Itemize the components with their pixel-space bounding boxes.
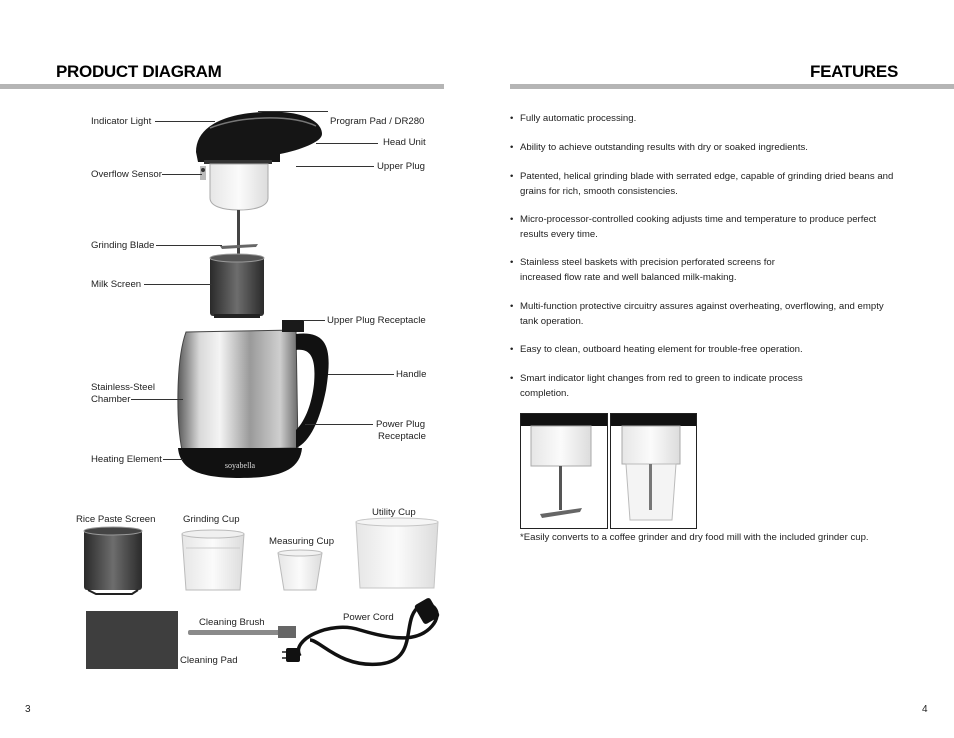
feature-text-line1: Patented, helical grinding blade with serrated edge, capable of grinding dried beans and	[520, 171, 894, 182]
leader-grinding-blade	[156, 245, 222, 246]
feature-text-line1: Multi-function protective circuitry assures against overheating, overflowing, and empty	[520, 301, 884, 312]
feature-bullet: •	[510, 142, 514, 153]
feature-text-line1: Micro-processor-controlled cooking adjusts time and temperature to produce perfect	[520, 214, 877, 225]
label-chamber-line2: Chamber	[91, 394, 131, 405]
feature-text-line2: tank operation.	[520, 315, 584, 327]
feature-photo-grinder-cup	[611, 414, 697, 529]
label-head-unit: Head Unit	[383, 137, 426, 148]
feature-photo-grinder	[521, 414, 608, 529]
feature-bullet: •	[510, 113, 514, 124]
feature-item	[510, 112, 910, 127]
leader-power-plug	[305, 424, 373, 425]
feature-text-line1: Fully automatic processing.	[520, 113, 637, 124]
feature-text-line2: results every time.	[520, 228, 598, 240]
feature-text-line2: completion.	[520, 387, 570, 399]
leader-handle	[328, 374, 394, 375]
feature-text-line2: grains for rich, smooth consistencies.	[520, 185, 678, 197]
leader-head-unit	[316, 143, 378, 144]
label-power-plug-line1: Power Plug	[376, 419, 426, 430]
label-indicator-light: Indicator Light	[91, 116, 152, 127]
label-upper-plug: Upper Plug	[377, 161, 425, 172]
feature-text-line1: Easy to clean, outboard heating element for trouble-free operation.	[520, 344, 803, 355]
leader-upper-plug-receptacle	[303, 320, 325, 321]
label-milk-screen: Milk Screen	[91, 279, 142, 290]
rice-paste-screen-drawing	[84, 527, 142, 594]
feature-text-line1: Smart indicator light changes from red to green to indicate process	[520, 373, 803, 384]
leader-heating-element	[163, 459, 183, 460]
label-upper-plug-receptacle: Upper Plug Receptacle	[327, 315, 426, 326]
label-overflow-sensor: Overflow Sensor	[91, 169, 162, 180]
feature-item	[510, 343, 910, 358]
power-cord-drawing	[282, 597, 440, 664]
label-program-pad: Program Pad / DR280	[330, 116, 425, 127]
feature-item	[510, 300, 910, 329]
feature-bullet: •	[510, 214, 514, 225]
brand-on-base: soyabella	[224, 461, 256, 470]
cleaning-pad-drawing	[86, 611, 178, 669]
feature-bullet: •	[510, 344, 514, 355]
page-number-right: 4	[922, 704, 928, 715]
leader-indicator-light	[155, 121, 215, 122]
feature-text-line2: increased flow rate and well balanced milk-making.	[520, 271, 737, 283]
leader-milk-screen	[144, 284, 212, 285]
label-utility-cup: Utility Cup	[372, 507, 416, 518]
label-power-plug-line2: Receptacle	[378, 431, 426, 442]
feature-bullet: •	[510, 257, 514, 268]
leader-upper-plug	[296, 166, 374, 167]
label-heating-element: Heating Element	[91, 454, 162, 465]
measuring-cup-drawing	[278, 550, 322, 590]
feature-photo-caption: *Easily converts to a coffee grinder and dry food mill with the included grinder cup.	[520, 532, 869, 543]
label-measuring-cup: Measuring Cup	[269, 536, 335, 547]
feature-item	[510, 213, 910, 242]
product-diagram-heading: PRODUCT DIAGRAM	[56, 62, 222, 81]
leader-overflow-sensor	[162, 174, 202, 175]
feature-bullet: •	[510, 171, 514, 182]
feature-item	[510, 170, 910, 199]
label-grinding-cup: Grinding Cup	[183, 514, 240, 525]
utility-cup-drawing	[356, 518, 438, 588]
grinding-cup-drawing	[182, 530, 244, 590]
page-number-left: 3	[25, 704, 31, 715]
feature-item	[510, 372, 910, 401]
leader-program-pad	[258, 111, 328, 112]
label-handle: Handle	[396, 369, 427, 380]
feature-item	[510, 256, 910, 285]
head-unit-drawing	[196, 112, 322, 210]
feature-bullet: •	[510, 301, 514, 312]
feature-bullet: •	[510, 373, 514, 384]
label-rice-paste-screen: Rice Paste Screen	[76, 514, 156, 525]
milk-screen-drawing	[210, 254, 264, 318]
label-cleaning-pad: Cleaning Pad	[180, 655, 238, 666]
label-chamber-line1: Stainless-Steel	[91, 382, 155, 393]
feature-text-line1: Ability to achieve outstanding results with dry or soaked ingredients.	[520, 142, 808, 153]
feature-text-line1: Stainless steel baskets with precision perforated screens for	[520, 257, 775, 268]
label-grinding-blade: Grinding Blade	[91, 240, 155, 251]
leader-chamber	[131, 399, 183, 400]
label-power-cord: Power Cord	[343, 612, 394, 623]
kettle-drawing	[178, 320, 329, 478]
feature-item	[510, 141, 910, 156]
grinding-blade-drawing	[220, 210, 258, 256]
label-cleaning-brush: Cleaning Brush	[199, 617, 265, 628]
features-heading: FEATURES	[810, 62, 898, 81]
